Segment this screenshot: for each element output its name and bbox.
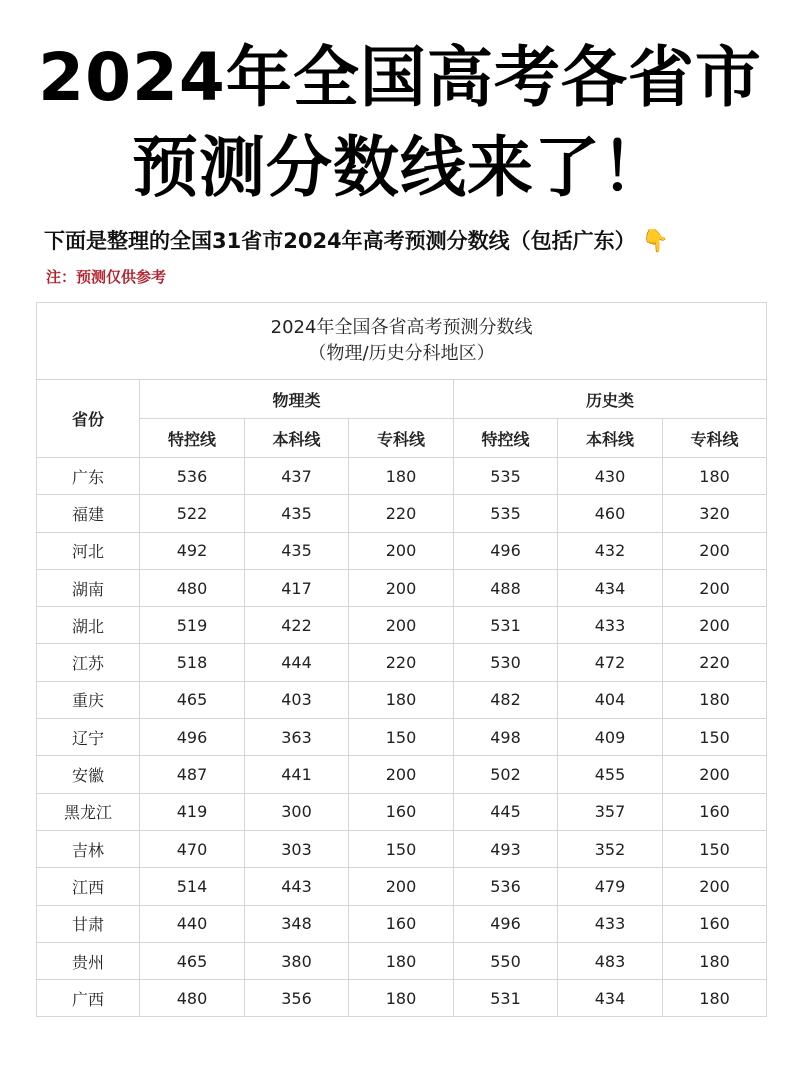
physics-junior-college-line-cell: 180	[349, 980, 454, 1017]
table-row	[37, 495, 767, 532]
history-key-line-cell: 531	[454, 607, 558, 644]
score-table	[36, 302, 767, 1017]
history-key-line-cell: 550	[454, 942, 558, 979]
history-junior-college-line-cell: 200	[663, 756, 767, 793]
physics-key-line-cell: 440	[140, 905, 245, 942]
physics-key-line-cell: 519	[140, 607, 245, 644]
history-key-line-cell: 482	[454, 681, 558, 718]
history-key-line-cell: 445	[454, 793, 558, 830]
physics-junior-college-line-cell: 200	[349, 532, 454, 569]
history-undergrad-line-cell: 409	[558, 719, 663, 756]
physics-key-line-cell: 492	[140, 532, 245, 569]
physics-junior-college-line-cell: 200	[349, 868, 454, 905]
history-undergrad-line-cell: 404	[558, 681, 663, 718]
history-key-line-cell: 488	[454, 569, 558, 606]
history-undergrad-line-cell: 433	[558, 905, 663, 942]
physics-junior-college-line-cell: 150	[349, 830, 454, 867]
history-junior-college-line-cell: 160	[663, 793, 767, 830]
table-row	[37, 793, 767, 830]
history-key-line-cell: 498	[454, 719, 558, 756]
history-junior-college-line-cell: 200	[663, 607, 767, 644]
history-junior-college-line-cell: 180	[663, 942, 767, 979]
physics-junior-college-line-cell: 180	[349, 458, 454, 495]
history-key-line-cell: 536	[454, 868, 558, 905]
physics-junior-college-line-cell: 150	[349, 719, 454, 756]
history-junior-college-line-cell: 220	[663, 644, 767, 681]
history-key-line-cell: 530	[454, 644, 558, 681]
physics-undergrad-line-cell: 356	[245, 980, 349, 1017]
history-junior-college-line-cell: 200	[663, 569, 767, 606]
history-junior-college-line-cell: 150	[663, 719, 767, 756]
province-cell: 广东	[37, 458, 140, 495]
history-junior-college-line-cell: 180	[663, 458, 767, 495]
physics-junior-college-line-cell: 160	[349, 793, 454, 830]
history-junior-college-line-cell: 200	[663, 532, 767, 569]
history-undergrad-line-cell: 455	[558, 756, 663, 793]
table-row	[37, 719, 767, 756]
physics-key-line-cell: 470	[140, 830, 245, 867]
physics-junior-college-line-cell: 220	[349, 495, 454, 532]
history-undergrad-line-cell: 352	[558, 830, 663, 867]
history-undergrad-line-cell: 483	[558, 942, 663, 979]
table-row	[37, 980, 767, 1017]
physics-undergrad-line-cell: 422	[245, 607, 349, 644]
physics-key-line-cell: 480	[140, 980, 245, 1017]
province-cell: 福建	[37, 495, 140, 532]
history-undergrad-line-cell: 432	[558, 532, 663, 569]
group-header-history: 历史类	[454, 380, 767, 419]
table-row	[37, 681, 767, 718]
column-header-history-undergrad-line: 本科线	[558, 419, 663, 458]
table-row	[37, 644, 767, 681]
table-row	[37, 569, 767, 606]
table-row	[37, 905, 767, 942]
physics-junior-college-line-cell: 180	[349, 942, 454, 979]
history-junior-college-line-cell: 150	[663, 830, 767, 867]
province-cell: 江苏	[37, 644, 140, 681]
table-title	[37, 303, 767, 380]
physics-undergrad-line-cell: 444	[245, 644, 349, 681]
province-cell: 吉林	[37, 830, 140, 867]
physics-key-line-cell: 496	[140, 719, 245, 756]
physics-key-line-cell: 419	[140, 793, 245, 830]
history-junior-college-line-cell: 200	[663, 868, 767, 905]
disclaimer-note: 注：预测仅供参考	[46, 268, 167, 286]
subtitle-text: 下面是整理的全国31省市2024年高考预测分数线（包括广东）	[44, 229, 636, 253]
physics-key-line-cell: 480	[140, 569, 245, 606]
history-undergrad-line-cell: 479	[558, 868, 663, 905]
physics-undergrad-line-cell: 300	[245, 793, 349, 830]
physics-undergrad-line-cell: 403	[245, 681, 349, 718]
physics-junior-college-line-cell: 200	[349, 569, 454, 606]
physics-undergrad-line-cell: 380	[245, 942, 349, 979]
column-header-physics-junior-college-line: 专科线	[349, 419, 454, 458]
subtitle	[44, 226, 669, 257]
province-cell: 湖南	[37, 569, 140, 606]
page-title-line-1: 2024年全国高考各省市	[38, 39, 762, 116]
physics-junior-college-line-cell: 220	[349, 644, 454, 681]
physics-undergrad-line-cell: 435	[245, 532, 349, 569]
table-title-line-2: （物理/历史分科地区）	[308, 343, 495, 364]
physics-undergrad-line-cell: 443	[245, 868, 349, 905]
column-header-history-key-line: 特控线	[454, 419, 558, 458]
province-cell: 河北	[37, 532, 140, 569]
history-key-line-cell: 496	[454, 905, 558, 942]
history-key-line-cell: 531	[454, 980, 558, 1017]
table-row	[37, 830, 767, 867]
table-row	[37, 607, 767, 644]
table-row	[37, 458, 767, 495]
history-undergrad-line-cell: 434	[558, 569, 663, 606]
history-junior-college-line-cell: 180	[663, 980, 767, 1017]
physics-key-line-cell: 465	[140, 681, 245, 718]
province-cell: 辽宁	[37, 719, 140, 756]
physics-key-line-cell: 465	[140, 942, 245, 979]
physics-key-line-cell: 514	[140, 868, 245, 905]
score-table-body	[37, 458, 767, 1017]
table-row	[37, 942, 767, 979]
province-cell: 重庆	[37, 681, 140, 718]
history-undergrad-line-cell: 430	[558, 458, 663, 495]
physics-undergrad-line-cell: 435	[245, 495, 349, 532]
table-row	[37, 756, 767, 793]
history-undergrad-line-cell: 357	[558, 793, 663, 830]
physics-undergrad-line-cell: 417	[245, 569, 349, 606]
province-cell: 安徽	[37, 756, 140, 793]
physics-undergrad-line-cell: 348	[245, 905, 349, 942]
physics-junior-college-line-cell: 200	[349, 607, 454, 644]
history-key-line-cell: 535	[454, 458, 558, 495]
history-junior-college-line-cell: 320	[663, 495, 767, 532]
history-key-line-cell: 502	[454, 756, 558, 793]
physics-junior-college-line-cell: 160	[349, 905, 454, 942]
history-undergrad-line-cell: 472	[558, 644, 663, 681]
table-row	[37, 868, 767, 905]
column-header-physics-undergrad-line: 本科线	[245, 419, 349, 458]
history-junior-college-line-cell: 160	[663, 905, 767, 942]
province-cell: 广西	[37, 980, 140, 1017]
column-header-history-junior-college-line: 专科线	[663, 419, 767, 458]
group-header-physics: 物理类	[140, 380, 454, 419]
physics-undergrad-line-cell: 363	[245, 719, 349, 756]
province-cell: 甘肃	[37, 905, 140, 942]
history-undergrad-line-cell: 434	[558, 980, 663, 1017]
province-cell: 黑龙江	[37, 793, 140, 830]
province-column-header: 省份	[37, 380, 140, 458]
physics-key-line-cell: 518	[140, 644, 245, 681]
history-undergrad-line-cell: 433	[558, 607, 663, 644]
history-key-line-cell: 535	[454, 495, 558, 532]
physics-undergrad-line-cell: 437	[245, 458, 349, 495]
table-row	[37, 532, 767, 569]
physics-key-line-cell: 487	[140, 756, 245, 793]
province-cell: 贵州	[37, 942, 140, 979]
page-title-line-2: 预测分数线来了！	[132, 129, 668, 206]
physics-undergrad-line-cell: 303	[245, 830, 349, 867]
province-cell: 湖北	[37, 607, 140, 644]
physics-key-line-cell: 536	[140, 458, 245, 495]
history-undergrad-line-cell: 460	[558, 495, 663, 532]
province-cell: 江西	[37, 868, 140, 905]
history-key-line-cell: 496	[454, 532, 558, 569]
history-junior-college-line-cell: 180	[663, 681, 767, 718]
physics-key-line-cell: 522	[140, 495, 245, 532]
pointing-down-icon: 👇	[641, 229, 670, 254]
physics-undergrad-line-cell: 441	[245, 756, 349, 793]
history-key-line-cell: 493	[454, 830, 558, 867]
column-header-physics-key-line: 特控线	[140, 419, 245, 458]
physics-junior-college-line-cell: 180	[349, 681, 454, 718]
table-title-line-1: 2024年全国各省高考预测分数线	[270, 317, 533, 338]
physics-junior-college-line-cell: 200	[349, 756, 454, 793]
